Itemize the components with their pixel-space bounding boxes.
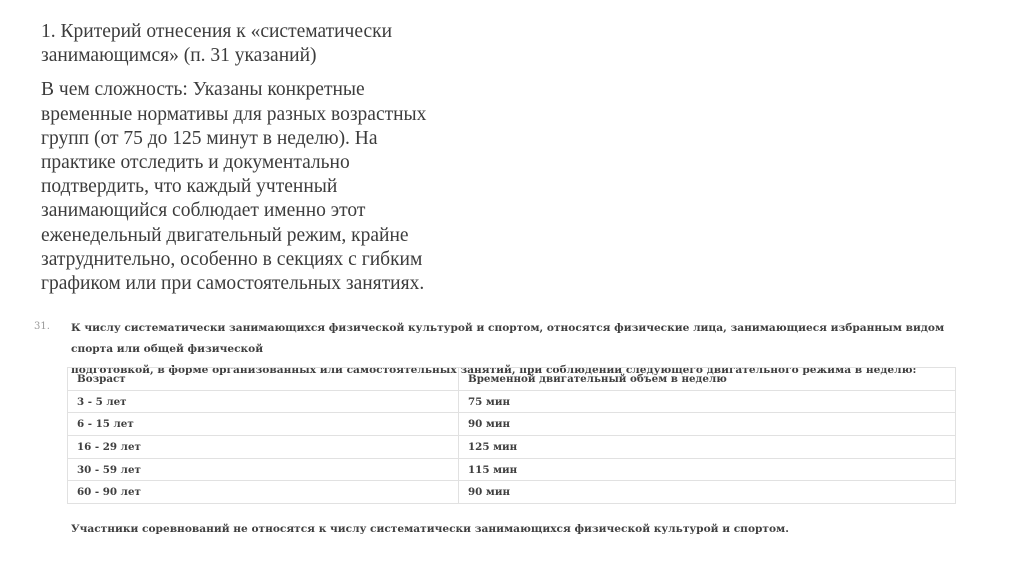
table-row	[68, 436, 956, 459]
volume-cell: 90 мин	[459, 413, 956, 436]
body-line: временные нормативы для разных возрастных	[41, 103, 427, 125]
table-row	[68, 458, 956, 481]
table-row	[68, 390, 956, 413]
motor-regime-table	[67, 367, 956, 504]
heading-line: 1. Критерий отнесения к «систематически	[41, 21, 393, 42]
column-header-age: Возраст	[68, 368, 459, 391]
body-line: групп (от 75 до 125 минут в неделю). На	[41, 127, 378, 149]
body-line: подтвердить, что каждый учтенный	[41, 176, 338, 198]
table-row	[68, 413, 956, 436]
slide-heading	[41, 20, 511, 68]
body-line: В чем сложность: Указаны конкретные	[41, 79, 365, 101]
body-line: затруднительно, особенно в секциях с гибким	[41, 248, 423, 270]
table-header-row	[68, 368, 956, 391]
body-line: занимающийся соблюдает именно этот	[41, 200, 366, 222]
clause-number: 31.	[34, 321, 50, 332]
volume-cell: 90 мин	[459, 481, 956, 504]
volume-cell: 75 мин	[459, 390, 956, 413]
age-cell: 3 - 5 лет	[68, 390, 459, 413]
table-row	[68, 481, 956, 504]
age-cell: 60 - 90 лет	[68, 481, 459, 504]
heading-line: занимающимся» (п. 31 указаний)	[41, 45, 317, 67]
slide-text-block	[41, 20, 511, 296]
body-line: практике отследить и документально	[41, 152, 350, 174]
column-header-volume: Временной двигательный объем в неделю	[459, 368, 956, 391]
body-line: еженедельный двигательный режим, крайне	[41, 224, 409, 246]
age-cell: 30 - 59 лет	[68, 458, 459, 481]
slide-body-text	[41, 78, 511, 296]
age-cell: 6 - 15 лет	[68, 413, 459, 436]
volume-cell: 125 мин	[459, 436, 956, 459]
clause-line: подготовкой, в форме организованных или самостоятельных занятий, при соблюдении следующего двигательного режима в неделю:	[71, 364, 917, 376]
age-cell: 16 - 29 лет	[68, 436, 459, 459]
clause-line: К числу систематически занимающихся физической культурой и спортом, относятся физические лица, занимающиеся избранным видом спорта или общей физической	[71, 322, 945, 355]
body-line: графиком или при самостоятельных занятиях.	[41, 273, 425, 295]
document-excerpt	[0, 318, 1024, 558]
footer-note: Участники соревнований не относятся к числу систематически занимающихся физической культурой и спортом.	[71, 523, 789, 535]
volume-cell: 115 мин	[459, 458, 956, 481]
